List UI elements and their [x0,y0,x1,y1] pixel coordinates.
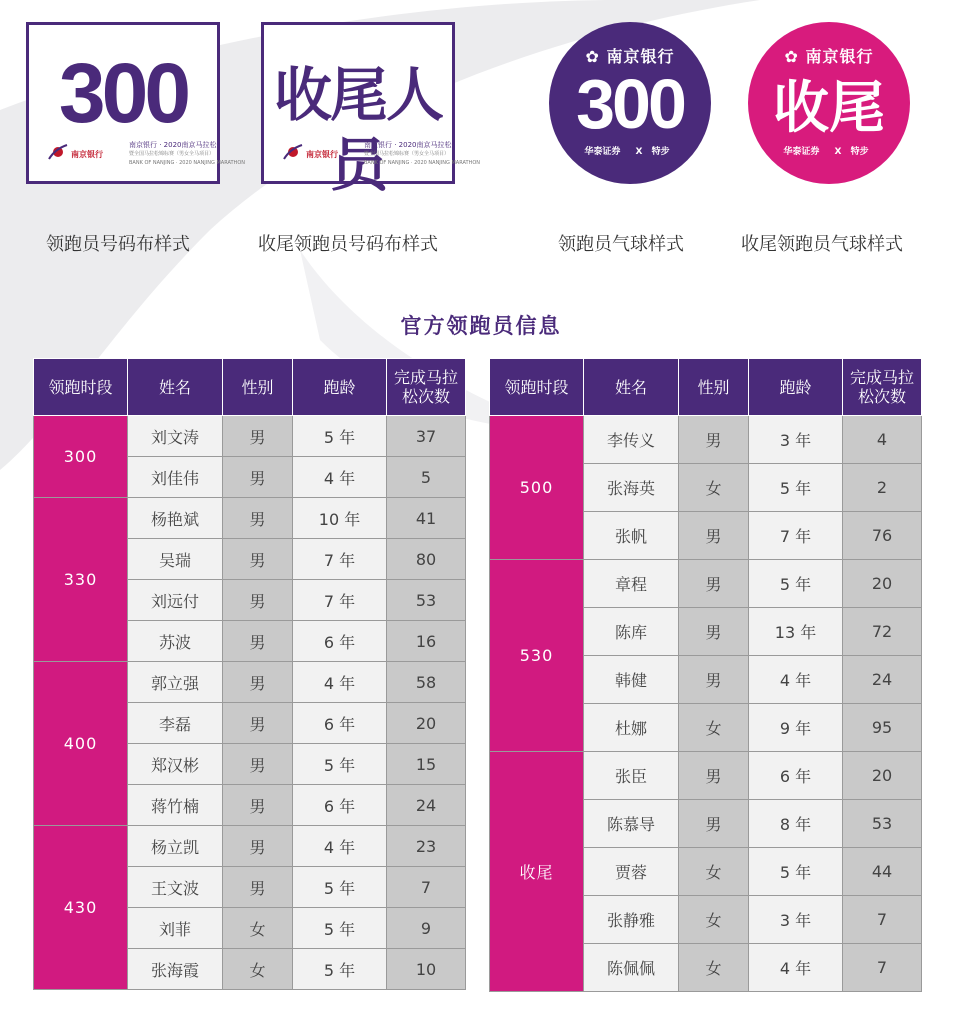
caption-pacer-balloon: 领跑员气球样式 [558,234,684,255]
time-slot-cell: 收尾 [490,752,584,992]
runner-name-cell: 韩健 [584,656,679,704]
table-header-row [34,359,466,416]
running-years-cell: 13 年 [749,608,843,656]
running-years-cell: 5 年 [293,744,387,785]
bib-event-english: BANK OF NANJING · 2020 NANJING MARATHON [364,160,480,166]
runner-name-cell: 张帆 [584,512,679,560]
pacer-table-right [489,358,922,992]
running-years-cell: 4 年 [749,944,843,992]
sweeper-bib-sample [261,22,480,198]
marathon-count-cell: 53 [387,580,466,621]
marathon-logo-icon [47,141,69,163]
bib-footer [47,141,245,167]
runner-name-cell: 贾蓉 [584,848,679,896]
gender-cell: 男 [223,621,293,662]
running-years-cell: 6 年 [293,621,387,662]
marathon-count-cell: 7 [843,944,922,992]
running-years-cell: 7 年 [293,539,387,580]
gender-cell: 男 [679,608,749,656]
running-years-cell: 4 年 [293,457,387,498]
running-years-cell: 5 年 [293,867,387,908]
gender-cell: 男 [223,662,293,703]
time-slot-cell: 500 [490,416,584,560]
runner-name-cell: 陈库 [584,608,679,656]
marathon-count-cell: 9 [387,908,466,949]
runner-name-cell: 杨立凯 [128,826,223,867]
marathon-count-cell: 72 [843,608,922,656]
gender-cell: 女 [679,944,749,992]
bib-event-title: 南京银行 · 2020南京马拉松 [364,141,452,149]
marathon-count-cell: 41 [387,498,466,539]
runner-name-cell: 苏波 [128,621,223,662]
marathon-count-cell: 20 [387,703,466,744]
running-years-cell: 5 年 [749,560,843,608]
running-years-cell: 7 年 [749,512,843,560]
runner-name-cell: 张海霞 [128,949,223,990]
column-header: 领跑时段 [34,359,128,416]
running-years-cell: 7 年 [293,580,387,621]
column-header: 性别 [223,359,293,416]
marathon-count-cell: 2 [843,464,922,512]
marathon-count-cell: 10 [387,949,466,990]
bib-footer [282,141,480,167]
gender-cell: 女 [679,896,749,944]
sponsor-xtep: X 特步 [635,147,670,157]
balloon-brand-text: 南京银行 [606,47,675,66]
gender-cell: 男 [679,656,749,704]
time-slot-cell: 400 [34,662,128,826]
bib-number: 收尾人员 [273,63,442,198]
running-years-cell: 4 年 [293,826,387,867]
table-row [490,416,922,464]
marathon-count-cell: 80 [387,539,466,580]
runner-name-cell: 吴瑞 [128,539,223,580]
gender-cell: 男 [679,752,749,800]
bib-bank-logo-text: 南京银行 [306,150,338,159]
sponsor-huatai: 华泰证券 [783,147,820,157]
time-slot-cell: 430 [34,826,128,990]
sponsor-huatai: 华泰证券 [584,147,621,157]
running-years-cell: 10 年 [293,498,387,539]
column-header: 姓名 [128,359,223,416]
runner-name-cell: 章程 [584,560,679,608]
gender-cell: 男 [223,703,293,744]
gender-cell: 女 [223,908,293,949]
running-years-cell: 9 年 [749,704,843,752]
marathon-count-cell: 7 [843,896,922,944]
balloon-brand-text: 南京银行 [805,47,874,66]
runner-name-cell: 陈佩佩 [584,944,679,992]
bib-event-name [364,141,480,168]
pacer-balloon-sample [549,22,711,184]
runner-name-cell: 刘远付 [128,580,223,621]
marathon-count-cell: 20 [843,560,922,608]
gender-cell: 男 [679,416,749,464]
pacer-table-left [33,358,466,990]
sponsor-xtep-text: 特步 [850,147,869,157]
marathon-count-cell: 4 [843,416,922,464]
table-row [490,752,922,800]
gender-cell: 男 [223,580,293,621]
gender-cell: 男 [223,826,293,867]
marathon-count-cell: 24 [843,656,922,704]
column-header: 跑龄 [749,359,843,416]
pacer-bib-sample [26,22,245,184]
sweeper-balloon-sample [748,22,910,184]
bib-event-title: 南京银行 · 2020南京马拉松 [129,141,217,149]
marathon-count-cell: 7 [387,867,466,908]
caption-sweeper-bib: 收尾领跑员号码布样式 [258,234,438,255]
gender-cell: 男 [223,539,293,580]
marathon-count-cell: 37 [387,416,466,457]
gender-cell: 女 [679,704,749,752]
gender-cell: 男 [223,744,293,785]
running-years-cell: 6 年 [293,703,387,744]
marathon-count-cell: 20 [843,752,922,800]
running-years-cell: 5 年 [749,848,843,896]
gender-cell: 女 [223,949,293,990]
marathon-count-cell: 5 [387,457,466,498]
runner-name-cell: 王文波 [128,867,223,908]
section-title: 官方领跑员信息 [400,314,562,338]
gender-cell: 男 [223,785,293,826]
running-years-cell: 5 年 [293,416,387,457]
gender-cell: 男 [223,457,293,498]
runner-name-cell: 张海英 [584,464,679,512]
runner-name-cell: 蒋竹楠 [128,785,223,826]
table-row [34,416,466,457]
running-years-cell: 3 年 [749,896,843,944]
balloon-number: 收尾 [773,76,885,139]
runner-name-cell: 刘佳伟 [128,457,223,498]
gender-cell: 男 [679,560,749,608]
balloon-brand: ✿ 南京银行 [585,47,675,66]
column-header: 完成马拉 松次数 [843,359,922,416]
column-header: 跑龄 [293,359,387,416]
running-years-cell: 8 年 [749,800,843,848]
marathon-count-cell: 15 [387,744,466,785]
runner-name-cell: 张静雅 [584,896,679,944]
marathon-count-cell: 16 [387,621,466,662]
time-slot-cell: 300 [34,416,128,498]
gender-cell: 女 [679,464,749,512]
column-header: 姓名 [584,359,679,416]
sponsor-xtep: X 特步 [834,147,869,157]
time-slot-cell: 330 [34,498,128,662]
running-years-cell: 4 年 [293,662,387,703]
bib-event-english: BANK OF NANJING · 2020 NANJING MARATHON [129,160,245,166]
runner-name-cell: 李磊 [128,703,223,744]
runner-name-cell: 杜娜 [584,704,679,752]
balloon-number: 300 [576,65,684,143]
gender-cell: 男 [223,498,293,539]
bib-event-subtitle: 暨全国马拉松锦标赛（男女全马项目） [364,151,450,157]
running-years-cell: 5 年 [749,464,843,512]
caption-pacer-bib: 领跑员号码布样式 [46,234,190,255]
column-header: 性别 [679,359,749,416]
runner-name-cell: 郑汉彬 [128,744,223,785]
bib-number: 300 [58,46,188,140]
marathon-count-cell: 95 [843,704,922,752]
runner-name-cell: 杨艳斌 [128,498,223,539]
marathon-count-cell: 76 [843,512,922,560]
gender-cell: 女 [679,848,749,896]
runner-name-cell: 郭立强 [128,662,223,703]
table-row [34,826,466,867]
running-years-cell: 6 年 [293,785,387,826]
bib-event-name [129,141,245,168]
gender-cell: 男 [223,867,293,908]
balloon-brand: ✿ 南京银行 [784,47,874,66]
column-header: 完成马拉 松次数 [387,359,466,416]
table-row [34,498,466,539]
marathon-count-cell: 53 [843,800,922,848]
runner-name-cell: 李传义 [584,416,679,464]
running-years-cell: 6 年 [749,752,843,800]
marathon-logo-icon [282,141,304,163]
runner-name-cell: 陈慕导 [584,800,679,848]
bib-event-subtitle: 暨全国马拉松锦标赛（男女全马项目） [129,151,215,157]
table-header-row [490,359,922,416]
table-row [490,560,922,608]
marathon-count-cell: 24 [387,785,466,826]
runner-name-cell: 刘文涛 [128,416,223,457]
gender-cell: 男 [679,512,749,560]
running-years-cell: 4 年 [749,656,843,704]
marathon-count-cell: 23 [387,826,466,867]
column-header: 领跑时段 [490,359,584,416]
runner-name-cell: 张臣 [584,752,679,800]
marathon-count-cell: 44 [843,848,922,896]
time-slot-cell: 530 [490,560,584,752]
runner-name-cell: 刘菲 [128,908,223,949]
running-years-cell: 5 年 [293,908,387,949]
running-years-cell: 3 年 [749,416,843,464]
gender-cell: 男 [679,800,749,848]
running-years-cell: 5 年 [293,949,387,990]
sponsor-xtep-text: 特步 [651,147,670,157]
marathon-count-cell: 58 [387,662,466,703]
table-row [34,662,466,703]
caption-sweeper-balloon: 收尾领跑员气球样式 [741,234,903,255]
gender-cell: 男 [223,416,293,457]
balloon-sponsors [549,144,711,157]
balloon-sponsors [748,144,910,157]
bib-bank-logo-text: 南京银行 [71,150,103,159]
